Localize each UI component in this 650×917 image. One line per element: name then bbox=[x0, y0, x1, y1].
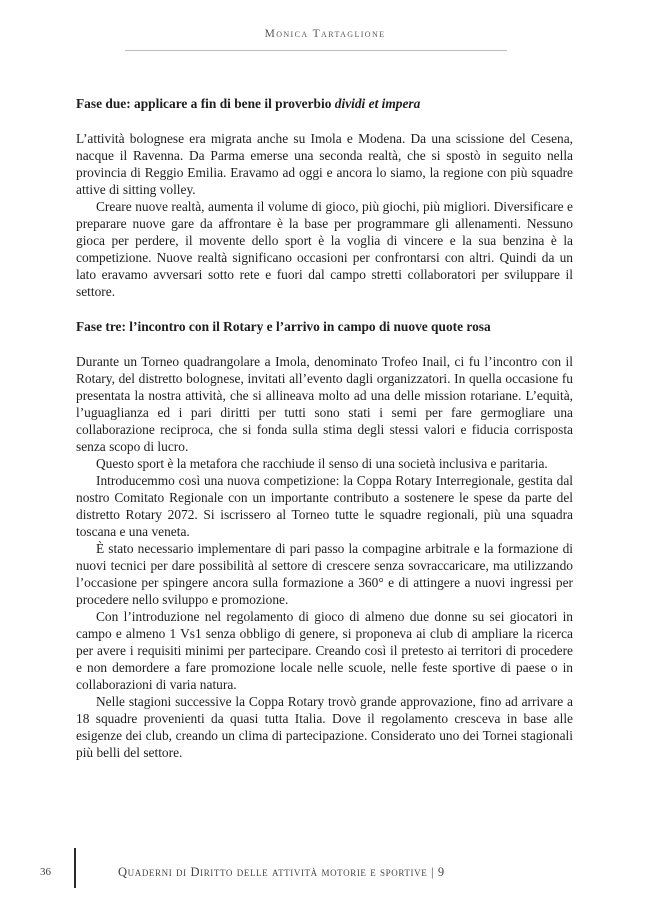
paragraph: Durante un Torneo quadrangolare a Imola, denominato Trofeo Inail, ci fu l’incontro con il Rotary, del distretto bolognese, invitati all’evento dagli organizzatori. In quella occasione fu presentata la nostra attività, che si allineava molto ad una delle mission rotariane. L’equità, l’uguaglianza ed i pari diritti per tutti sono stati i semi per fare germogliare una collaborazione reciproca, che si fonda sulla stima degli stessi valori e fiducia corrisposta senza scopo di lucro. bbox=[76, 354, 573, 454]
journal-title: Quaderni di Diritto delle attività motorie e sportive | 9 bbox=[118, 865, 445, 879]
paragraph: Nelle stagioni successive la Coppa Rotary trovò grande approvazione, fino ad arrivare a 18 squadre provenienti da quasi tutta Italia. Dove il regolamento cresceva in base alle esigenze dei club, creando un clima di partecipazione. Considerato uno dei Tornei stagionali più belli del settore. bbox=[76, 694, 573, 760]
page-body bbox=[76, 95, 573, 761]
page-number: 36 bbox=[40, 866, 51, 878]
paragraph: L’attività bolognese era migrata anche su Imola e Modena. Da una scissione del Cesena, nacque il Ravenna. Da Parma emerse una seconda realtà, che si spostò in seguito nella provincia di Reggio Emilia. Eravamo ad oggi e ancora lo siamo, la regione con più squadre attive di sitting volley. bbox=[76, 131, 573, 197]
section-two-heading bbox=[76, 95, 573, 112]
running-head-author: Monica Tartaglione bbox=[264, 28, 386, 40]
paragraph: Con l’introduzione nel regolamento di gioco di almeno due donne su sei giocatori in campo e almeno 1 Vs1 senza obbligo di genere, si proponeva ai club di ampliare la ricerca per avere i requisiti minimi per partecipare. Creando così il pretesto ai territori di procedere e non demordere a fare promozione locale nelle scuole, nelle feste sportive di paese o in collaborazioni di varia natura. bbox=[76, 609, 573, 692]
section-two-heading-italic: dividi et impera bbox=[334, 96, 421, 111]
section-two-heading-text: Fase due: applicare a fin di bene il proverbio bbox=[76, 96, 335, 111]
header-rule bbox=[125, 50, 507, 51]
paragraph: È stato necessario implementare di pari passo la compagine arbitrale e la formazione di nuovi tecnici per dare possibilità al settore di crescere senza sovraccaricare, ma utilizzando l’occasione per spingere ancora sulla formazione a 360° e di attingere a nuovi ingressi per procedere nello sviluppo e promozione. bbox=[76, 541, 573, 607]
footer-divider bbox=[74, 848, 76, 888]
section-three-heading: Fase tre: l’incontro con il Rotary e l’arrivo in campo di nuove quote rosa bbox=[76, 319, 491, 334]
paragraph: Questo sport è la metafora che racchiude il senso di una società inclusiva e paritaria. bbox=[96, 456, 548, 471]
paragraph: Creare nuove realtà, aumenta il volume di gioco, più giochi, più migliori. Diversificare e preparare nuove gare da affrontare è la base per programmare gli allenamenti. Nessuno gioca per perdere, il movente dello sport è la voglia di vincere e la sua benzina è la competizione. Nuove realtà significano occasioni per confrontarsi con altri. Quindi da un lato eravamo avversari sotto rete e fuori dal campo stretti collaboratori per sviluppare il settore. bbox=[76, 199, 573, 299]
paragraph: Introducemmo così una nuova competizione: la Coppa Rotary Interregionale, gestita dal nostro Comitato Regionale con un importante contributo a sostenere le spese da parte del distretto Rotary 2072. Si iscrissero al Torneo tutte le squadre regionali, più una squadra toscana e una veneta. bbox=[76, 473, 573, 539]
